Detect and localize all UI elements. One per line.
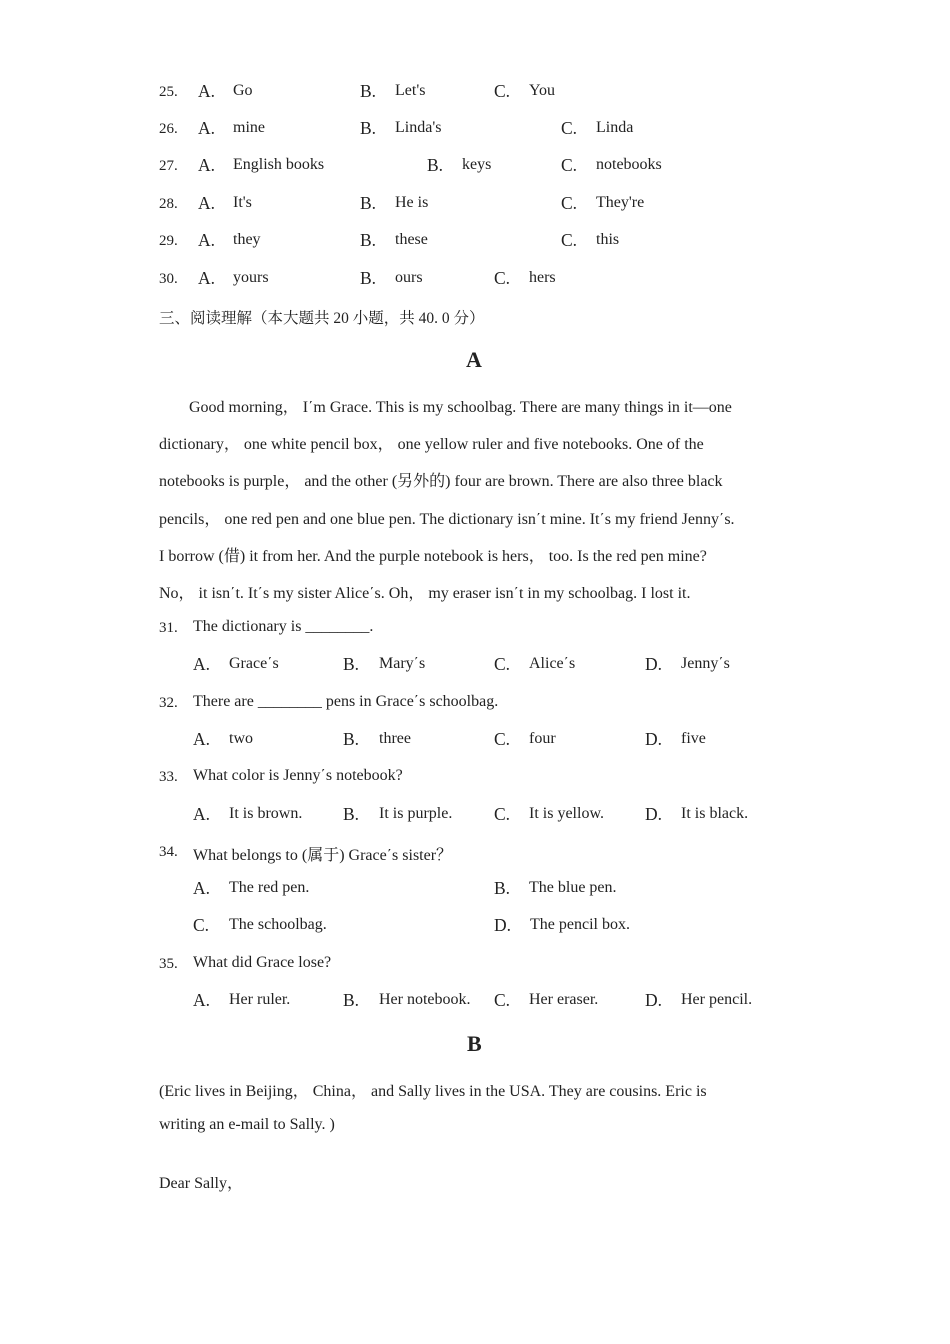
option-c-text: Her eraser. xyxy=(529,991,599,1008)
salutation: Dear Sally， xyxy=(159,1175,243,1192)
passage-line: notebooks is purple， and the other (另外的) four are brown. There are also three black xyxy=(159,473,723,490)
option-a-text: Grace΄s xyxy=(229,655,279,672)
option-b-text: Let's xyxy=(395,82,426,99)
question-text: There are ________ pens in Grace΄s schoolbag. xyxy=(193,693,499,710)
passage-line: (Eric lives in Beijing， China， and Sally lives in the USA. They are cousins. Eric is xyxy=(159,1083,707,1100)
option-c-text: It is yellow. xyxy=(529,805,604,822)
section-heading: 三、阅读理解（本大题共 20 小题，共 40. 0 分） xyxy=(159,310,485,327)
option-letter-c: C. xyxy=(494,804,511,824)
option-c-text: Linda xyxy=(596,119,634,136)
passage-a-title: A xyxy=(466,347,482,372)
question-number: 32. xyxy=(159,695,178,711)
option-letter-c: C. xyxy=(561,155,578,175)
option-letter-c: C. xyxy=(494,654,511,674)
option-letter-b: B. xyxy=(360,81,377,101)
option-letter-b: B. xyxy=(360,268,377,288)
option-letter-b: B. xyxy=(360,118,377,138)
option-letter-c: C. xyxy=(193,915,210,935)
option-d-text: Jenny΄s xyxy=(681,655,730,672)
question-number: 28. xyxy=(159,196,178,212)
option-d-text: Her pencil. xyxy=(681,991,753,1008)
option-a-text: It's xyxy=(233,194,252,211)
option-letter-c: C. xyxy=(561,230,578,250)
option-b-text: Linda's xyxy=(395,119,442,136)
option-letter-a: A. xyxy=(198,81,216,101)
passage-b-title: B xyxy=(467,1031,482,1056)
option-letter-a: A. xyxy=(198,230,216,250)
option-b-text: these xyxy=(395,231,428,248)
option-letter-d: D. xyxy=(645,990,663,1010)
option-letter-a: A. xyxy=(193,990,211,1010)
option-c-text: hers xyxy=(529,269,556,286)
option-letter-d: D. xyxy=(645,729,663,749)
option-a-text: two xyxy=(229,730,253,747)
question-text: What did Grace lose? xyxy=(193,954,332,971)
option-letter-c: C. xyxy=(494,990,511,1010)
option-letter-d: D. xyxy=(645,654,663,674)
option-b-text: three xyxy=(379,730,411,747)
option-b-text: Mary΄s xyxy=(379,655,426,672)
option-b-text: keys xyxy=(462,156,492,173)
option-letter-c: C. xyxy=(494,729,511,749)
option-a-text: yours xyxy=(233,269,269,286)
option-letter-a: A. xyxy=(193,654,211,674)
option-letter-b: B. xyxy=(343,654,360,674)
option-c-text: Alice΄s xyxy=(529,655,576,672)
option-b-text: ours xyxy=(395,269,423,286)
option-a-text: mine xyxy=(233,119,265,136)
option-c-text: notebooks xyxy=(596,156,662,173)
option-a-text: they xyxy=(233,231,261,248)
option-letter-b: B. xyxy=(343,990,360,1010)
option-letter-a: A. xyxy=(193,729,211,749)
question-number: 34. xyxy=(159,844,178,860)
option-a-text: The red pen. xyxy=(229,879,310,896)
option-c-text: four xyxy=(529,730,556,747)
option-letter-a: A. xyxy=(198,268,216,288)
option-b-text: Her notebook. xyxy=(379,991,471,1008)
question-number: 29. xyxy=(159,233,178,249)
option-letter-a: A. xyxy=(198,193,216,213)
option-a-text: It is brown. xyxy=(229,805,303,822)
option-c-text: They're xyxy=(596,194,645,211)
passage-line: I borrow (借) it from her. And the purple notebook is hers， too. Is the red pen mine? xyxy=(159,548,707,565)
passage-line: dictionary， one white pencil box， one yellow ruler and five notebooks. One of the xyxy=(159,436,704,453)
question-number: 27. xyxy=(159,158,178,174)
question-number: 25. xyxy=(159,84,178,100)
option-letter-c: C. xyxy=(561,118,578,138)
option-d-text: five xyxy=(681,730,706,747)
passage-line: writing an e-mail to Sally. ) xyxy=(159,1116,335,1133)
option-letter-a: A. xyxy=(198,155,216,175)
passage-line: No， it isn΄t. It΄s my sister Alice΄s. Oh， my eraser isn΄t in my schoolbag. I lost it. xyxy=(159,585,691,602)
option-letter-a: A. xyxy=(198,118,216,138)
option-letter-b: B. xyxy=(360,230,377,250)
option-letter-b: B. xyxy=(360,193,377,213)
option-letter-c: C. xyxy=(494,81,511,101)
question-text: What belongs to (属于) Grace΄s sister？ xyxy=(193,847,453,864)
option-a-text: Her ruler. xyxy=(229,991,291,1008)
option-letter-b: B. xyxy=(427,155,444,175)
option-letter-d: D. xyxy=(494,915,512,935)
option-d-text: The pencil box. xyxy=(530,916,630,933)
option-letter-c: C. xyxy=(561,193,578,213)
question-number: 30. xyxy=(159,271,178,287)
question-number: 26. xyxy=(159,121,178,137)
question-number: 33. xyxy=(159,769,178,785)
question-text: The dictionary is ________. xyxy=(193,618,374,635)
option-letter-b: B. xyxy=(494,878,511,898)
passage-line: pencils， one red pen and one blue pen. The dictionary isn΄t mine. It΄s my friend Jenny΄s. xyxy=(159,511,735,528)
option-a-text: Go xyxy=(233,82,253,99)
option-d-text: It is black. xyxy=(681,805,749,822)
option-letter-b: B. xyxy=(343,804,360,824)
option-b-text: He is xyxy=(395,194,429,211)
option-letter-d: D. xyxy=(645,804,663,824)
option-letter-b: B. xyxy=(343,729,360,749)
question-number: 35. xyxy=(159,956,178,972)
question-number: 31. xyxy=(159,620,178,636)
option-b-text: It is purple. xyxy=(379,805,453,822)
option-letter-a: A. xyxy=(193,804,211,824)
option-c-text: You xyxy=(529,82,555,99)
option-letter-c: C. xyxy=(494,268,511,288)
option-b-text: The blue pen. xyxy=(529,879,617,896)
question-text: What color is Jenny΄s notebook? xyxy=(193,767,403,784)
passage-line: Good morning， I΄m Grace. This is my schoolbag. There are many things in it—one xyxy=(189,399,732,416)
option-a-text: English books xyxy=(233,156,325,173)
option-letter-a: A. xyxy=(193,878,211,898)
option-c-text: The schoolbag. xyxy=(229,916,327,933)
option-c-text: this xyxy=(596,231,620,248)
